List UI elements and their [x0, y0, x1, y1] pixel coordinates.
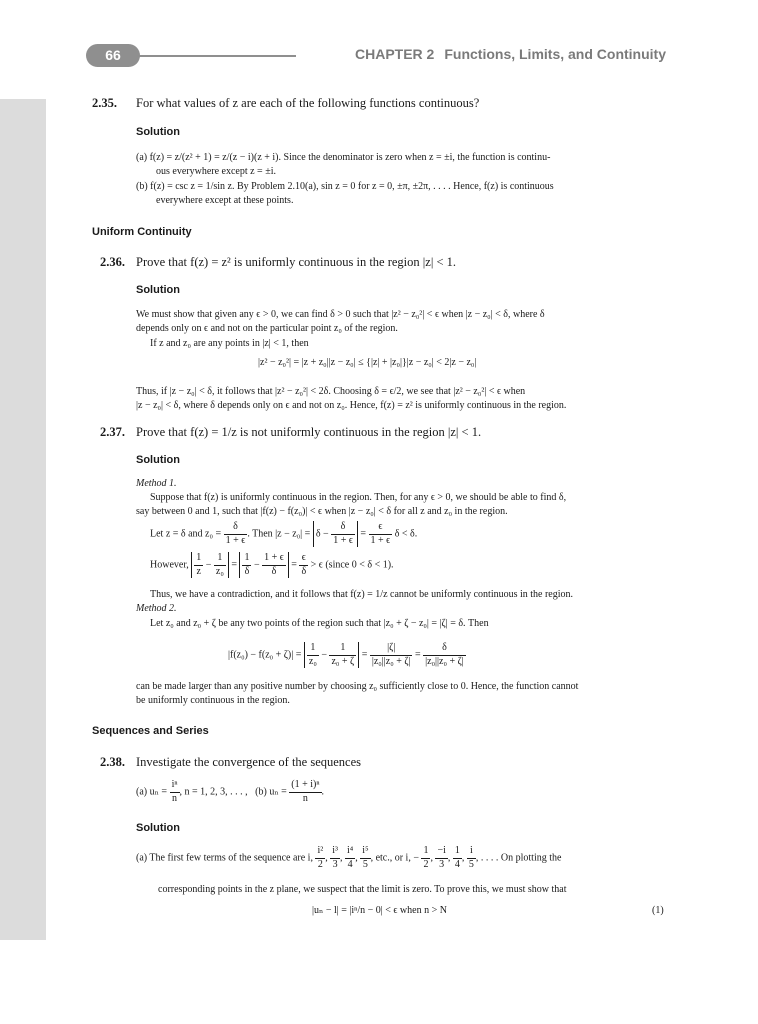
page-margin-shade [0, 99, 46, 940]
fraction-numerator: 1 [421, 845, 430, 859]
fraction-denominator: 2 [423, 858, 429, 870]
fraction [315, 845, 325, 871]
method-2-line1: Let z₀ and z₀ + ζ be any two points of the region such that |z₀ + ζ − z₀| = |ζ| = δ. Then [150, 618, 489, 629]
sequence-b-label: (b) uₙ = [255, 786, 287, 798]
method-2-line3: be uniformly continuous in the region. [136, 695, 290, 706]
fraction-denominator: δ [271, 565, 277, 577]
fraction-denominator: n [172, 792, 178, 804]
fraction-numerator: 1 [329, 642, 356, 656]
fraction-numerator: 1 [242, 552, 251, 566]
solution-2-36-line4: Thus, if |z − z₀| < δ, it follows that |z² − z₀²| < 2δ. Choosing δ = ϵ/2, we see that |z² − z₀²| < ϵ when [136, 386, 526, 397]
chapter-title: Functions, Limits, and Continuity [444, 46, 666, 62]
minus: − [205, 559, 212, 571]
fraction [242, 552, 251, 578]
page-number-badge: 66 [86, 44, 140, 67]
problem-number-2-37: 2.37. [100, 425, 125, 439]
chapter-label: CHAPTER 2 [354, 46, 435, 62]
fraction-numerator: 1 [453, 845, 462, 859]
fraction-denominator: 4 [347, 858, 353, 870]
fraction-denominator: 5 [468, 858, 474, 870]
fraction-denominator: 1 + ϵ [333, 534, 353, 546]
sequences-definitions [136, 779, 324, 805]
fraction-denominator: z₀ + ζ [331, 655, 355, 667]
fraction [435, 845, 447, 871]
problem-number-2-36: 2.36. [100, 255, 125, 269]
fraction [224, 521, 248, 547]
method-1-line2: say between 0 and 1, such that |f(z) − f(z₀)| < ϵ when |z − z₀| < δ for all z and z₀ in the region. [136, 506, 508, 517]
fraction-denominator: z [196, 565, 201, 577]
problem-number-2-38: 2.38. [100, 755, 125, 769]
fraction [262, 552, 286, 578]
fraction [194, 552, 203, 578]
fraction [467, 845, 476, 871]
absolute-value [304, 642, 359, 668]
terms-tail: , . . . . On plotting the [475, 852, 562, 864]
solution-2-35-a-line2: ous everywhere except z = ±i. [156, 166, 276, 177]
fraction-numerator: 1 [194, 552, 203, 566]
method-1-however-equation [150, 552, 394, 578]
fraction-numerator: 1 + ϵ [262, 552, 286, 566]
fraction [214, 552, 226, 578]
fraction [360, 845, 370, 871]
solution-2-35-a-line1: (a) f(z) = z/(z² + 1) = z/(z − i)(z + i). Since the denominator is zero when z = ±i, the function is continu- [136, 152, 551, 163]
absolute-value [239, 552, 288, 578]
minus: − [253, 559, 260, 571]
fraction [329, 642, 356, 668]
absolute-value [313, 521, 358, 547]
sequence-a-tail: , n = 1, 2, 3, . . . , [179, 786, 248, 798]
let-tail: δ < δ. [394, 528, 418, 540]
chapter-heading [355, 46, 666, 62]
fraction-denominator: 5 [362, 858, 368, 870]
sequence-a-label: (a) uₙ = [136, 786, 168, 798]
fraction [369, 521, 393, 547]
equals: = [414, 649, 421, 661]
problem-question-2-37: Prove that f(z) = 1/z is not uniformly continuous in the region |z| < 1. [136, 425, 482, 439]
however-label: However, [150, 559, 189, 571]
fraction-numerator: |ζ| [370, 642, 413, 656]
abs-left: δ − [315, 528, 329, 540]
fraction [331, 521, 355, 547]
fraction-denominator: δ [244, 565, 250, 577]
equals: = [360, 528, 367, 540]
fraction-numerator: ϵ [369, 521, 393, 535]
fraction [307, 642, 319, 668]
equals: = [361, 649, 368, 661]
section-heading-sequences-series: Sequences and Series [92, 725, 209, 737]
fraction-denominator: 1 + ϵ [225, 534, 246, 546]
problem-number-2-35: 2.35. [92, 96, 117, 110]
fraction-numerator: −i [435, 845, 447, 859]
m2-lhs: |f(z₀) − f(z₀ + ζ)| = [228, 649, 302, 661]
fraction-denominator: z₀ [215, 565, 224, 577]
equation-2-36: |z² − z₀²| = |z + z₀||z − z₀| ≤ {|z| + |z₀|}|z − z₀| < 2|z − z₀| [258, 357, 477, 368]
fraction-numerator: i⁵ [360, 845, 370, 859]
fraction-numerator: ϵ [299, 552, 308, 566]
fraction-numerator: i⁴ [345, 845, 355, 859]
fraction-numerator: (1 + i)ⁿ [289, 779, 321, 793]
solution-2-35-b-line1: (b) f(z) = csc z = 1/sin z. By Problem 2.10(a), sin z = 0 for z = 0, ±π, ±2π, . . . . Hence, f(z) is continuous [136, 181, 554, 192]
equation-number-1: (1) [652, 905, 664, 916]
fraction-denominator: 3 [332, 858, 338, 870]
fraction-numerator: iⁿ [170, 779, 180, 793]
solution-heading-2-38: Solution [136, 822, 180, 834]
fraction-numerator: 1 [214, 552, 226, 566]
fraction-numerator: i [467, 845, 476, 859]
solution-heading-2-37: Solution [136, 454, 180, 466]
fraction [299, 552, 308, 578]
fraction [453, 845, 462, 871]
fraction-denominator: n [302, 792, 308, 804]
sequence-b-tail: . [321, 786, 325, 798]
equation-1: |uₙ − l| = |iⁿ/n − 0| < ϵ when n > N [312, 905, 447, 916]
header-rule [136, 55, 296, 57]
fraction-denominator: |z₀||z₀ + ζ| [425, 655, 464, 667]
fraction-numerator: i² [315, 845, 325, 859]
fraction-denominator: 4 [454, 858, 460, 870]
fraction-denominator: 1 + ϵ [370, 534, 391, 546]
section-heading-uniform-continuity: Uniform Continuity [92, 226, 192, 238]
solution-2-38-terms: (a) The first few terms of the sequence are i, $\frac{\text{i²}}{2}$ , $\frac{\text{i³}}{3}$ , $\frac{\text{i⁴}}{4}$ , $\frac{\text{i⁵}}{5}$ , etc., or i, − $\frac{1}{2}$ , $\frac{-i}{3}$ , $\frac{1}{4}$ , $\frac{i}{5}$ , . . . . On plotting the [136, 845, 562, 870]
minus: − [321, 649, 327, 661]
however-tail: > ϵ (since 0 < δ < 1). [310, 559, 394, 571]
solution-2-36-line2: depends only on ϵ and not on the particular point z₀ of the region. [136, 323, 398, 334]
fraction-numerator: 1 [307, 642, 319, 656]
fraction-numerator: δ [331, 521, 355, 535]
terms-prefix: (a) The first few terms of the sequence are i, [136, 852, 313, 864]
problem-question-2-36: Prove that f(z) = z² is uniformly continuous in the region |z| < 1. [136, 255, 457, 269]
equals: = [231, 559, 237, 571]
fraction-denominator: δ [301, 565, 307, 577]
solution-2-35-b-line2: everywhere except at these points. [156, 195, 294, 206]
fraction-numerator: δ [423, 642, 466, 656]
absolute-value [191, 552, 229, 578]
method-2-label: Method 2. [136, 603, 177, 614]
method-1-line1: Suppose that f(z) is uniformly continuous in the region. Then, for any ϵ > 0, we should be able to find δ, [150, 492, 567, 503]
solution-2-36-line1: We must show that given any ϵ > 0, we can find δ > 0 such that |z² − z₀²| < ϵ when |z − z₀| < δ, where δ [136, 309, 545, 320]
fraction-denominator: 3 [439, 858, 445, 870]
solution-2-38-line2: corresponding points in the z plane, we suspect that the limit is zero. To prove this, we must show that [158, 884, 567, 895]
solution-heading-2-36: Solution [136, 284, 180, 296]
solution-2-36-line3: If z and z₀ are any points in |z| < 1, then [150, 338, 309, 349]
fraction [170, 779, 180, 805]
let-then: . Then |z − z₀| = [247, 528, 311, 540]
fraction [289, 779, 321, 805]
fraction-numerator: δ [224, 521, 248, 535]
fraction [345, 845, 355, 871]
equals: = [291, 559, 297, 571]
terms-mid: , etc., or i, − [370, 852, 419, 864]
fraction-denominator: z₀ [308, 655, 317, 667]
fraction-denominator: |z₀||z₀ + ζ| [371, 655, 411, 667]
fraction [370, 642, 413, 668]
fraction-numerator: i³ [330, 845, 340, 859]
problem-question-2-35: For what values of z are each of the following functions continuous? [136, 96, 480, 110]
method-1-label: Method 1. [136, 478, 177, 489]
fraction [423, 642, 466, 668]
problem-question-2-38: Investigate the convergence of the sequences [136, 755, 362, 769]
method-1-conclusion: Thus, we have a contradiction, and it follows that f(z) = 1/z cannot be uniformly continuous in the region. [150, 589, 574, 600]
page-header [86, 44, 666, 68]
method-1-let-equation [150, 521, 417, 547]
let-prefix: Let z = δ and z₀ = [150, 528, 222, 540]
solution-heading-2-35: Solution [136, 126, 180, 138]
method-2-equation [228, 642, 466, 668]
fraction [330, 845, 340, 871]
fraction-denominator: 2 [317, 858, 323, 870]
solution-2-36-line5: |z − z₀| < δ, where δ depends only on ϵ and not on z₀. Hence, f(z) = z² is uniformly continuous in the region. [136, 400, 567, 411]
method-2-line2: can be made larger than any positive number by choosing z₀ sufficiently close to 0. Hence, the function cannot [136, 681, 579, 692]
fraction [421, 845, 430, 871]
